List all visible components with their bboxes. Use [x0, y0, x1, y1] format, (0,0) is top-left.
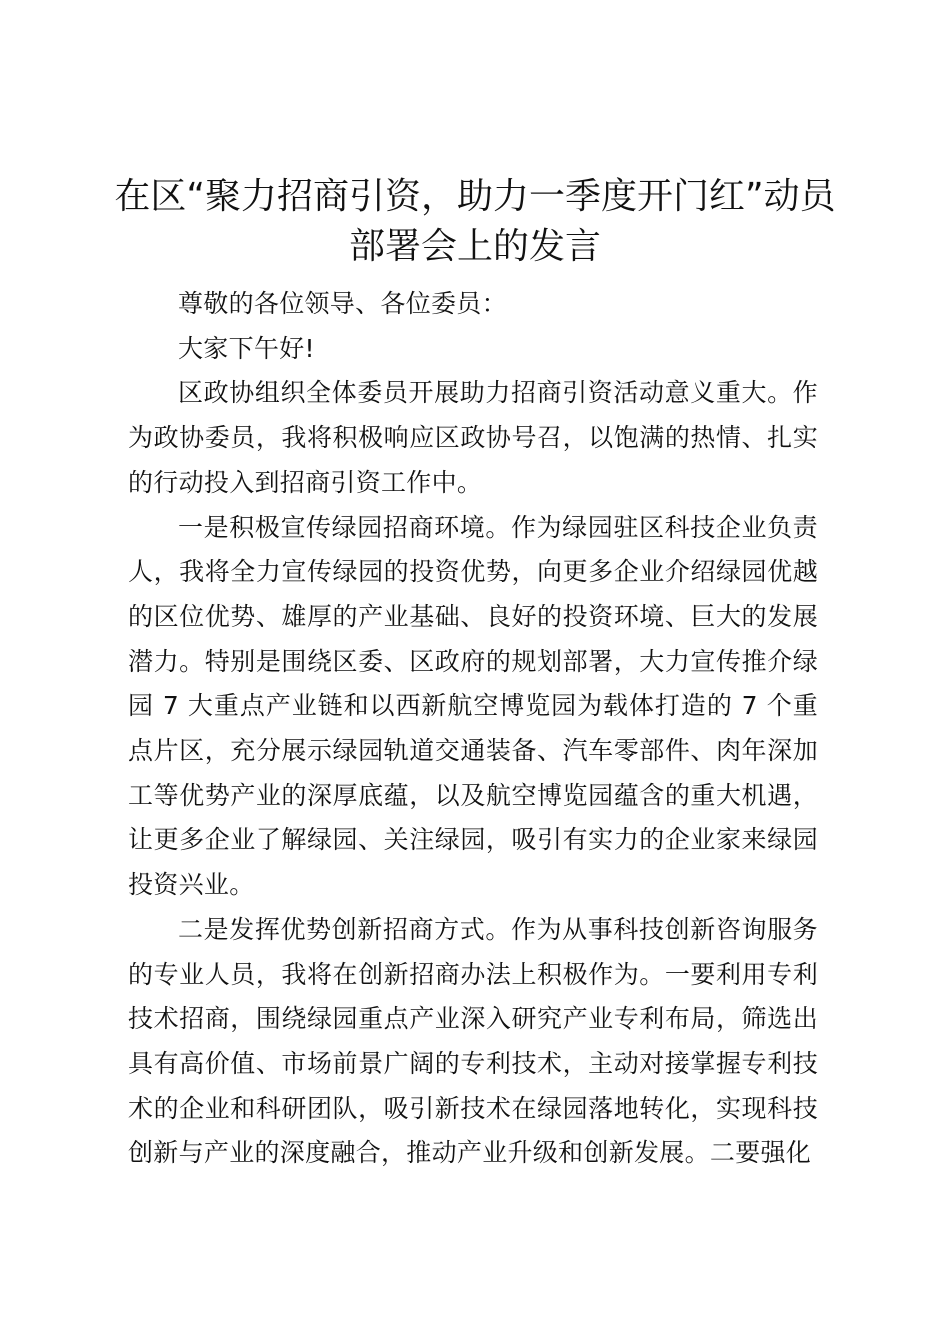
paragraph-point-two: 二是发挥优势创新招商方式。作为从事科技创新咨询服务的专业人员，我将在创新招商办法上积极作为。一要利用专利技术招商，围绕绿园重点产业深入研究产业专利布局，筛选出具有高价值、市场前景广阔的专利技术，主动对接掌握专利技术的企业和科研团队，吸引新技术在绿园落地转化，实现科技创新与产业的深度融合，推动产业升级和创新发展。二要强化 [128, 914, 818, 1168]
greeting: 大家下午好! [178, 333, 315, 363]
paragraph-point-one: 一是积极宣传绿园招商环境。作为绿园驻区科技企业负责人，我将全力宣传绿园的投资优势，向更多企业介绍绿园优越的区位优势、雄厚的产业基础、良好的投资环境、巨大的发展潜力。特别是围绕区委、区政府的规划部署，大力宣传推介绿园 7 大重点产业链和以西新航空博览园为载体打造的 7 个重点片区，充分展示绿园轨道交通装备、汽车零部件、肉年深加工等优势产业的深厚底蕴，以及航空博览园蕴含的重大机遇，让更多企业了解绿园、关注绿园，吸引有实力的企业家来绿园投资兴业。 [128, 512, 818, 900]
salutation: 尊敬的各位领导、各位委员： [178, 289, 507, 318]
document-title: 在区“聚力招商引资，助力一季度开门红”动员部署会上的发言 [114, 176, 836, 267]
paragraph-intro: 区政协组织全体委员开展助力招商引资活动意义重大。作为政协委员，我将积极响应区政协号召，以饱满的热情、扎实的行动投入到招商引资工作中。 [128, 378, 818, 497]
document-body [128, 282, 818, 1176]
